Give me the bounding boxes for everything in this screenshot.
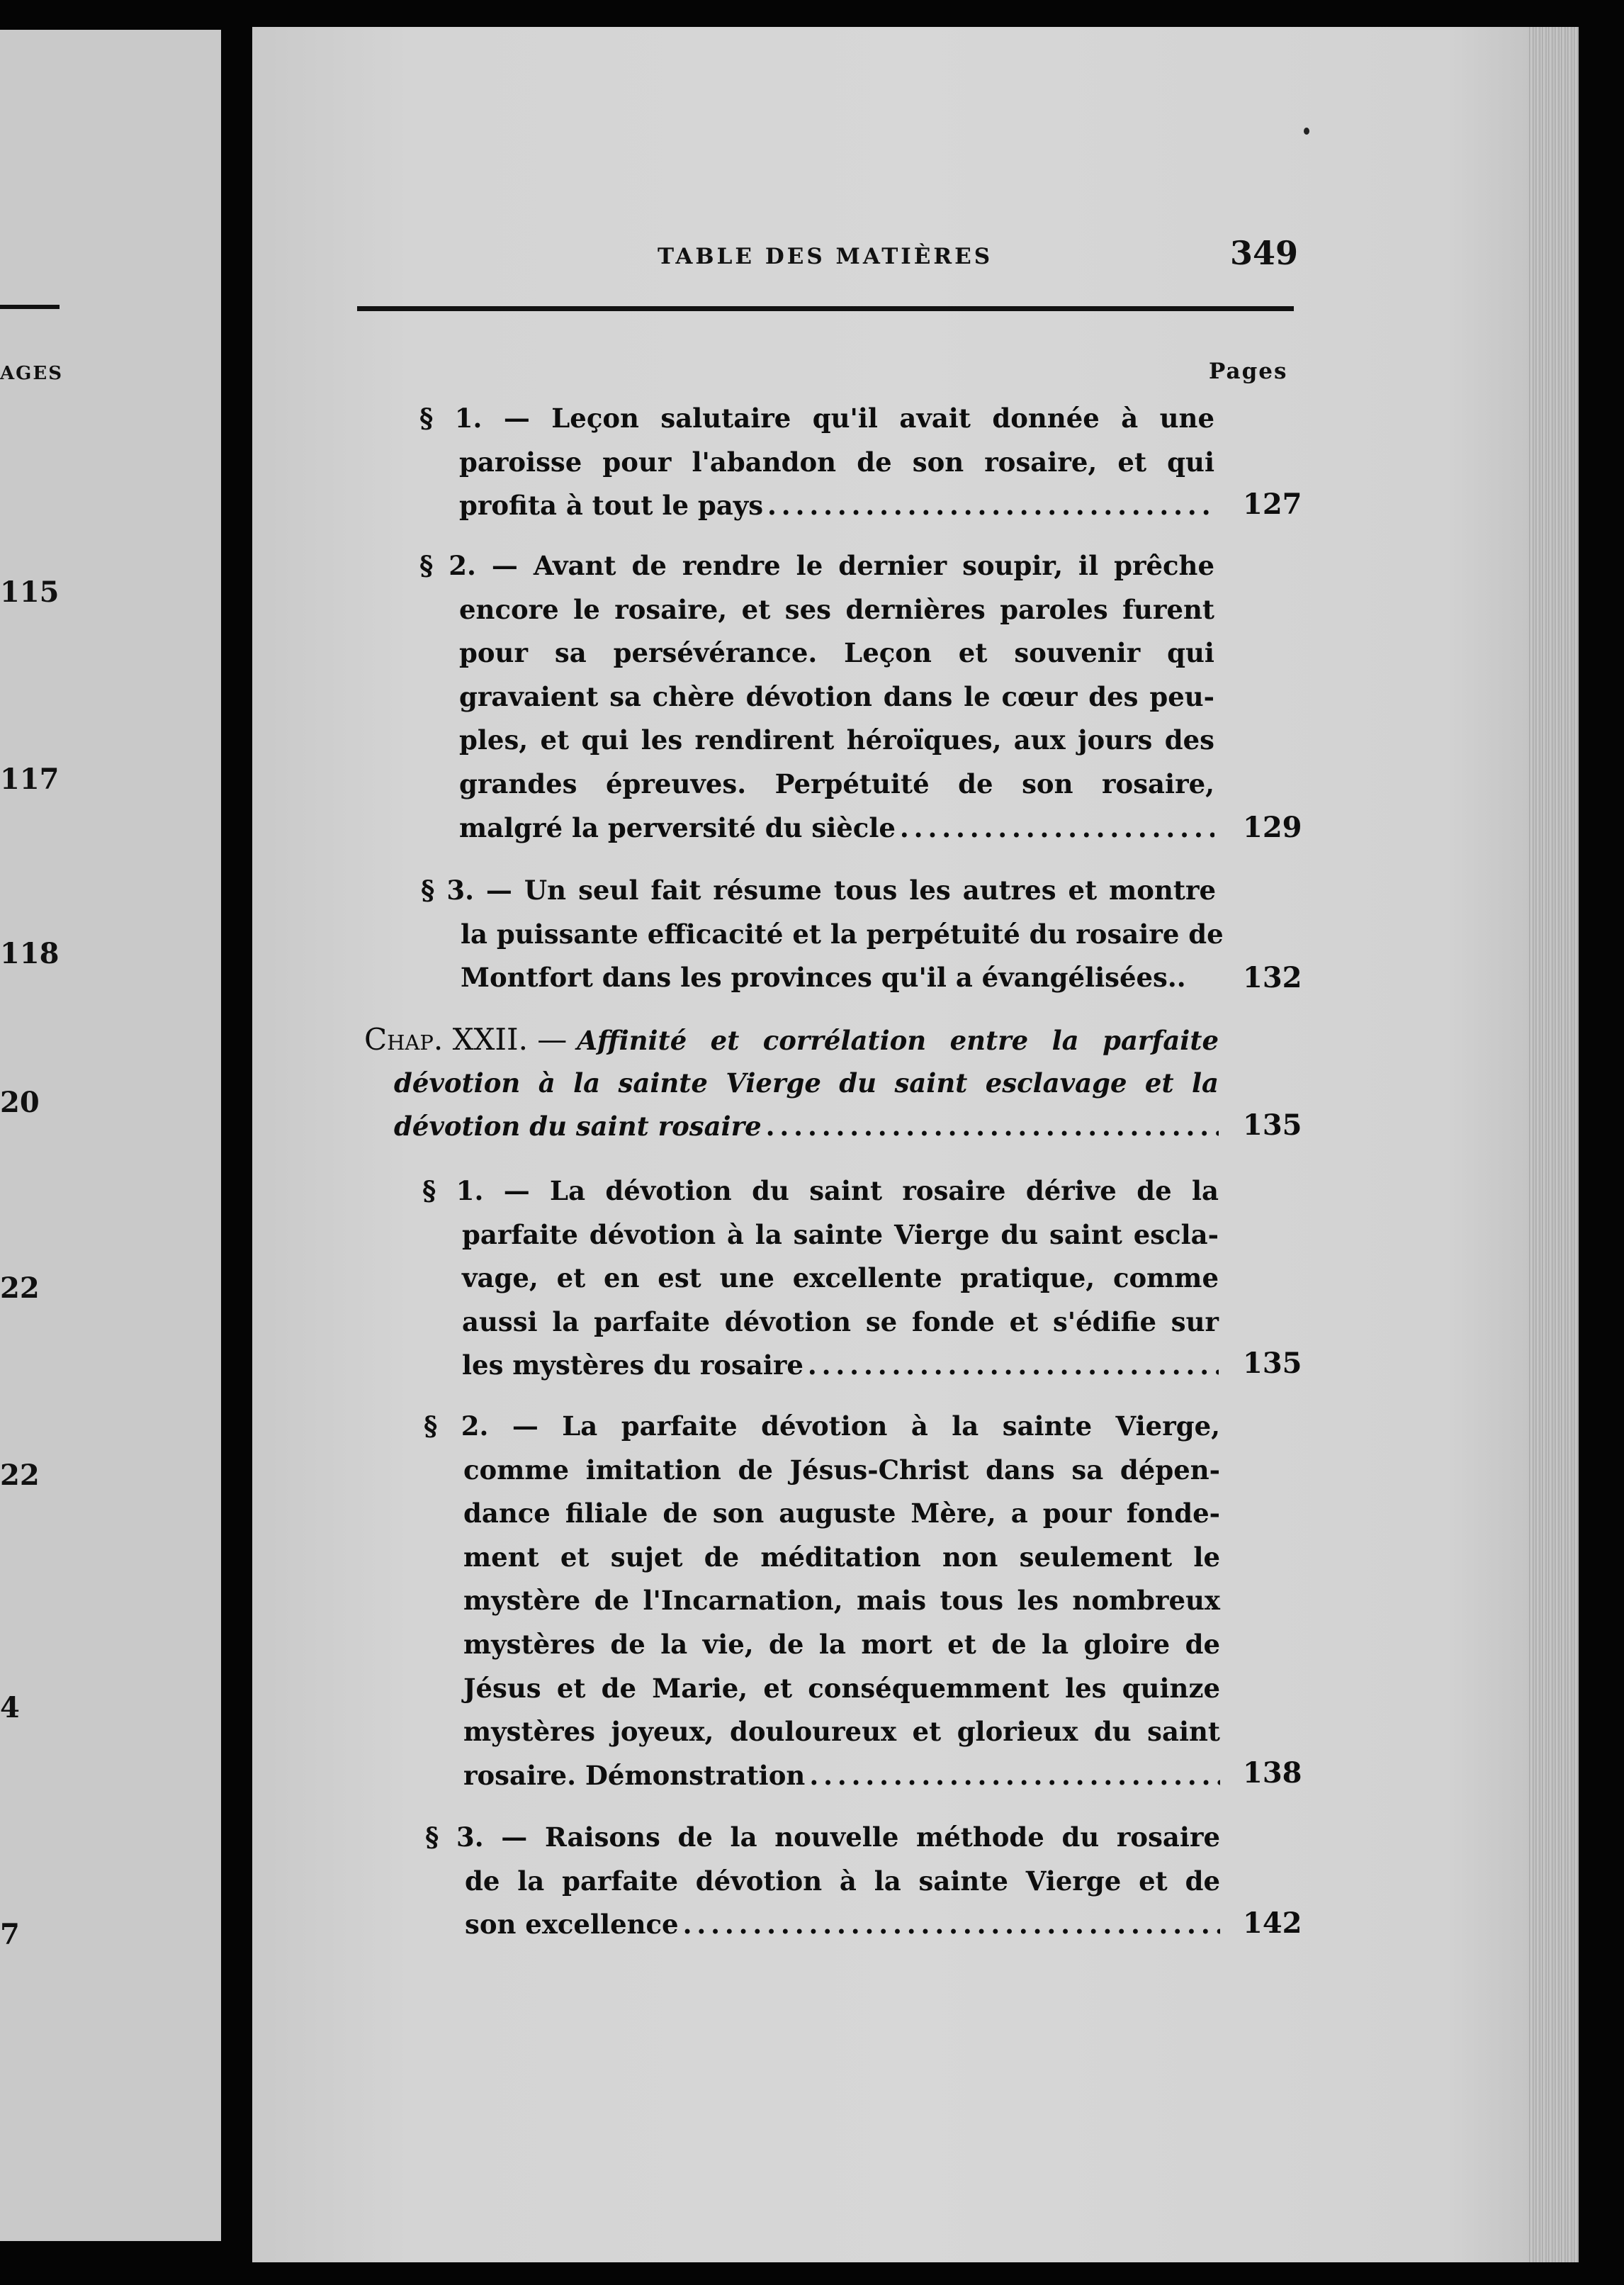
dot-leader — [766, 1105, 1219, 1149]
dot-leader — [809, 1754, 1220, 1798]
toc-entry-line: paroisse pour l'abandon de son rosaire, et qui — [459, 446, 1214, 478]
toc-entry-line: Montfort dans les provinces qu'il a évangélisées.. — [461, 962, 1186, 994]
running-title: TABLE DES MATIÈRES — [658, 244, 993, 269]
toc-page-number: 135 — [1243, 1347, 1302, 1380]
toc-entry-line: encore le rosaire, et ses dernières paroles furent — [459, 593, 1214, 625]
toc-entry — [421, 869, 1224, 1000]
toc-entry — [425, 1816, 1220, 1947]
toc-entry-line: Jésus et de Marie, et conséquemment les quinze — [463, 1672, 1220, 1704]
toc-entry-line: comme imitation de Jésus-Christ dans sa dépen- — [463, 1454, 1220, 1486]
chapter-label: Chap. XXII. — — [364, 1022, 568, 1057]
toc-entry — [422, 1169, 1219, 1388]
toc-entry-line: les mystères du rosaire — [462, 1349, 803, 1381]
toc-page-number: 132 — [1243, 961, 1302, 994]
dot-leader — [808, 1344, 1219, 1388]
toc-entry-line: § 3. — Raisons de la nouvelle méthode du rosaire — [425, 1821, 1220, 1853]
toc-entry-line: malgré la perversité du siècle — [459, 812, 896, 843]
left-page-number: 7 — [0, 1918, 20, 1951]
left-page-number: 118 — [0, 937, 60, 970]
toc-entry-line: ples, et qui les rendirent héroïques, aux jours des — [459, 724, 1214, 756]
toc-entry-line: mystères joyeux, douloureux et glorieux du saint — [463, 1716, 1220, 1748]
toc-page-number: 138 — [1243, 1756, 1302, 1790]
toc-entry-line: son excellence — [465, 1909, 679, 1941]
chapter-title-line: dévotion du saint rosaire — [394, 1111, 762, 1142]
toc-entry-line: mystère de l'Incarnation, mais tous les nombreux — [463, 1585, 1220, 1617]
toc-chapter-entry — [364, 1018, 1219, 1149]
dot-leader — [683, 1903, 1220, 1947]
toc-entry — [424, 1405, 1220, 1797]
dot-leader — [900, 807, 1214, 850]
left-page-number: 20 — [0, 1086, 40, 1119]
toc-entry-line: § 1. — La dévotion du saint rosaire dérive de la — [422, 1175, 1219, 1206]
toc-entry — [419, 544, 1214, 850]
left-page-number: 117 — [0, 763, 60, 796]
left-page-number: 4 — [0, 1691, 20, 1724]
toc-entry-line: pour sa persévérance. Leçon et souvenir qui — [459, 637, 1214, 669]
dot-leader — [767, 484, 1214, 528]
chapter-title-line: dévotion à la sainte Vierge du saint esclavage et la — [394, 1067, 1219, 1099]
toc-entry-line: mystères de la vie, de la mort et de la gloire de — [463, 1628, 1220, 1660]
toc-entry — [419, 397, 1214, 528]
left-page-number: 115 — [0, 576, 60, 609]
pages-column-label: Pages — [1209, 359, 1288, 384]
left-page-number: 22 — [0, 1459, 40, 1492]
page-number: 349 — [1230, 234, 1299, 272]
toc-page-number: 135 — [1243, 1108, 1302, 1142]
toc-page-number: 127 — [1243, 488, 1302, 521]
toc-entry-line: de la parfaite dévotion à la sainte Vierge et de — [465, 1865, 1220, 1897]
toc-entry-line: § 3. — Un seul fait résume tous les autres et montre — [421, 875, 1216, 906]
toc-page-number: 129 — [1243, 811, 1302, 844]
toc-entry-line: grandes épreuves. Perpétuité de son rosaire, — [459, 768, 1214, 799]
chapter-title-line: Affinité et corrélation entre la parfaite — [577, 1025, 1219, 1056]
header-rule — [357, 306, 1294, 311]
left-page-number: 22 — [0, 1271, 40, 1305]
toc-entry-line: rosaire. Démonstration — [463, 1759, 806, 1791]
left-page-rule — [0, 305, 60, 309]
toc-entry-line: parfaite dévotion à la sainte Vierge du saint escla- — [462, 1218, 1219, 1250]
left-page-header: AGES — [0, 363, 63, 384]
toc-entry-line: ment et sujet de méditation non seulement le — [463, 1541, 1220, 1573]
toc-entry-line: gravaient sa chère dévotion dans le cœur des peu- — [459, 680, 1214, 712]
toc-page-number: 142 — [1243, 1907, 1302, 1940]
page-edge-shading — [1529, 27, 1579, 2262]
toc-entry-line: § 1. — Leçon salutaire qu'il avait donnée à une — [419, 403, 1214, 434]
toc-entry-line: la puissante efficacité et la perpétuité du rosaire de — [461, 918, 1224, 950]
toc-entry-line: aussi la parfaite dévotion se fonde et s'édifie sur — [462, 1306, 1219, 1337]
left-page-fragment — [0, 30, 221, 2241]
toc-entry-line: profita à tout le pays — [459, 490, 764, 522]
book-page — [252, 27, 1579, 2262]
toc-entry-line: vage, et en est une excellente pratique, comme — [462, 1262, 1219, 1294]
toc-entry-line: § 2. — La parfaite dévotion à la sainte Vierge, — [424, 1410, 1220, 1442]
ink-speck — [1304, 128, 1309, 135]
toc-entry-line: dance filiale de son auguste Mère, a pour fonde- — [463, 1498, 1220, 1529]
toc-entry-line: § 2. — Avant de rendre le dernier soupir, il prêche — [419, 550, 1214, 581]
